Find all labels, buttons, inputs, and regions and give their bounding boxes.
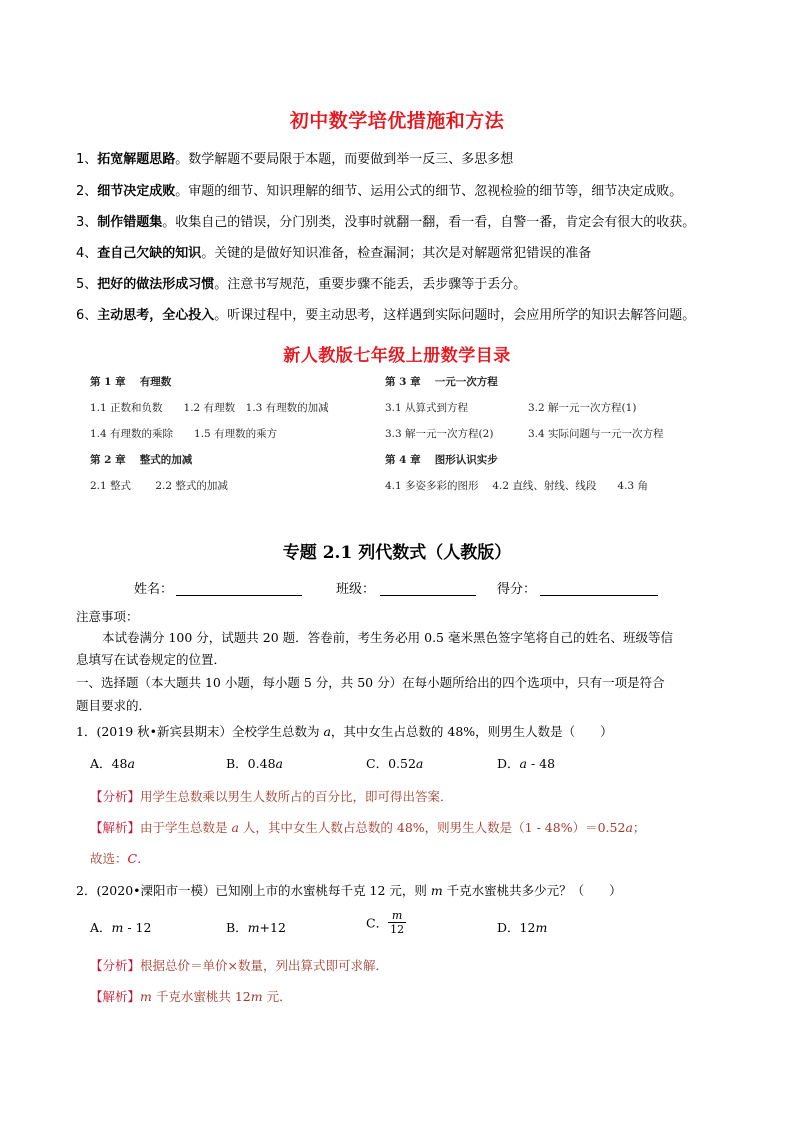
toc-ch1-line2: 1.4 有理数的乘除 1.5 有理数的乘方 <box>90 428 278 440</box>
score-field[interactable] <box>540 594 658 596</box>
toc-ch3-line2b: 3.4 实际问题与一元一次方程 <box>528 428 664 440</box>
q1-answer: 故选：C． <box>90 851 150 866</box>
toc-chapter-2: 第 2 章 整式的加减 <box>90 454 193 466</box>
toc-ch2-line1: 2.1 整式 2.2 整式的加减 <box>90 480 228 492</box>
section-1-line-1: 一、选择题（本大题共 10 小题，每小题 5 分，共 50 分）在每小题所给出的四个选项中，只有一项是符合 <box>76 675 665 690</box>
q1-option-d[interactable]: D．a - 48 <box>497 756 556 771</box>
q1-option-c[interactable]: C．0.52a <box>366 756 424 771</box>
q2-option-c[interactable]: C． $\frac{m}{12}$ <box>366 909 405 936</box>
tip-item: 3、制作错题集。收集自己的错误，分门别类，没事时就翻一翻，看一看，自警一番，肯定会有很大的收获。 <box>76 215 696 230</box>
q2-option-d[interactable]: D．12m <box>497 920 548 935</box>
q1-option-b[interactable]: B．0.48a <box>226 756 283 771</box>
q1-analysis: 【分析】用学生总数乘以男生人数所占的百分比，即可得出答案． <box>90 789 453 804</box>
name-field[interactable] <box>176 594 302 596</box>
notice-line-2: 息填写在试卷规定的位置． <box>76 652 227 667</box>
page-title: 初中数学培优措施和方法 <box>289 110 505 132</box>
toc-ch4-line1: 4.1 多姿多彩的图形 4.2 直线、射线、线段 4.3 角 <box>385 480 648 492</box>
q2-stem: 2．(2020•溧阳市一模）已知刚上市的水蜜桃每千克 12 元，则 m 千克水蜜桃共多少元？（ ） <box>76 883 622 898</box>
notice-line-1: 本试卷满分 100 分，试题共 20 题．答卷前，考生务必用 0.5 毫米黑色签字笔将自己的姓名、班级等信 <box>102 630 673 645</box>
q1-solution: 【解析】由于学生总数是 a 人，其中女生人数占总数的 48%，则男生人数是（1 - 48%）＝0.52a； <box>90 820 646 835</box>
q2-option-b[interactable]: B．m+12 <box>226 920 286 935</box>
q1-stem: 1．(2019 秋•新宾县期末）全校学生总数为 a，其中女生占总数的 48%，则男生人数是（ ） <box>76 724 613 739</box>
toc-ch3-line1b: 3.2 解一元一次方程(1) <box>528 402 637 414</box>
tip-item: 4、查自己欠缺的知识。关键的是做好知识准备，检查漏洞；其次是对解题常犯错误的准备 <box>76 246 592 261</box>
q2-analysis: 【分析】根据总价＝单价×数量，列出算式即可求解． <box>90 958 388 973</box>
notice-heading: 注意事项： <box>76 609 139 624</box>
tip-item: 6、主动思考，全心投入。听课过程中，要主动思考，这样遇到实际问题时，会应用所学的知识去解答问题。 <box>76 308 696 323</box>
q2-solution: 【解析】m 千克水蜜桃共 12m 元． <box>90 989 292 1004</box>
q1-option-a[interactable]: A．48a <box>90 756 135 771</box>
tip-item: 2、细节决定成败。审题的细节、知识理解的细节、运用公式的细节、忽视检验的细节等，细节决定成败。 <box>76 184 683 199</box>
toc-chapter-1: 第 1 章 有理数 <box>90 376 172 388</box>
class-label: 班级： <box>336 582 376 597</box>
toc-chapter-4: 第 4 章 图形认识实步 <box>385 454 498 466</box>
toc-ch3-line1a: 3.1 从算式到方程 <box>385 402 469 414</box>
exam-title: 专题 2.1 列代数式（人教版） <box>282 543 512 563</box>
toc-ch3-line2a: 3.3 解一元一次方程(2) <box>385 428 494 440</box>
tip-item: 5、把好的做法形成习惯。注意书写规范，重要步骤不能丢，丢步骤等于丢分。 <box>76 277 527 292</box>
tip-item: 1、拓宽解题思路。数学解题不要局限于本题，而要做到举一反三、多思多想 <box>76 152 514 167</box>
name-label: 姓名： <box>134 582 174 597</box>
toc-title: 新人教版七年级上册数学目录 <box>283 346 511 366</box>
fraction: $\frac{m}{12}$ <box>390 909 405 936</box>
score-label: 得分： <box>497 582 537 597</box>
q2-option-a[interactable]: A．m - 12 <box>90 920 152 935</box>
section-1-line-2: 题目要求的． <box>76 698 152 713</box>
toc-chapter-3: 第 3 章 一元一次方程 <box>385 376 498 388</box>
class-field[interactable] <box>380 594 476 596</box>
toc-ch1-line1: 1.1 正数和负数 1.2 有理数 1.3 有理数的加减 <box>90 402 329 414</box>
